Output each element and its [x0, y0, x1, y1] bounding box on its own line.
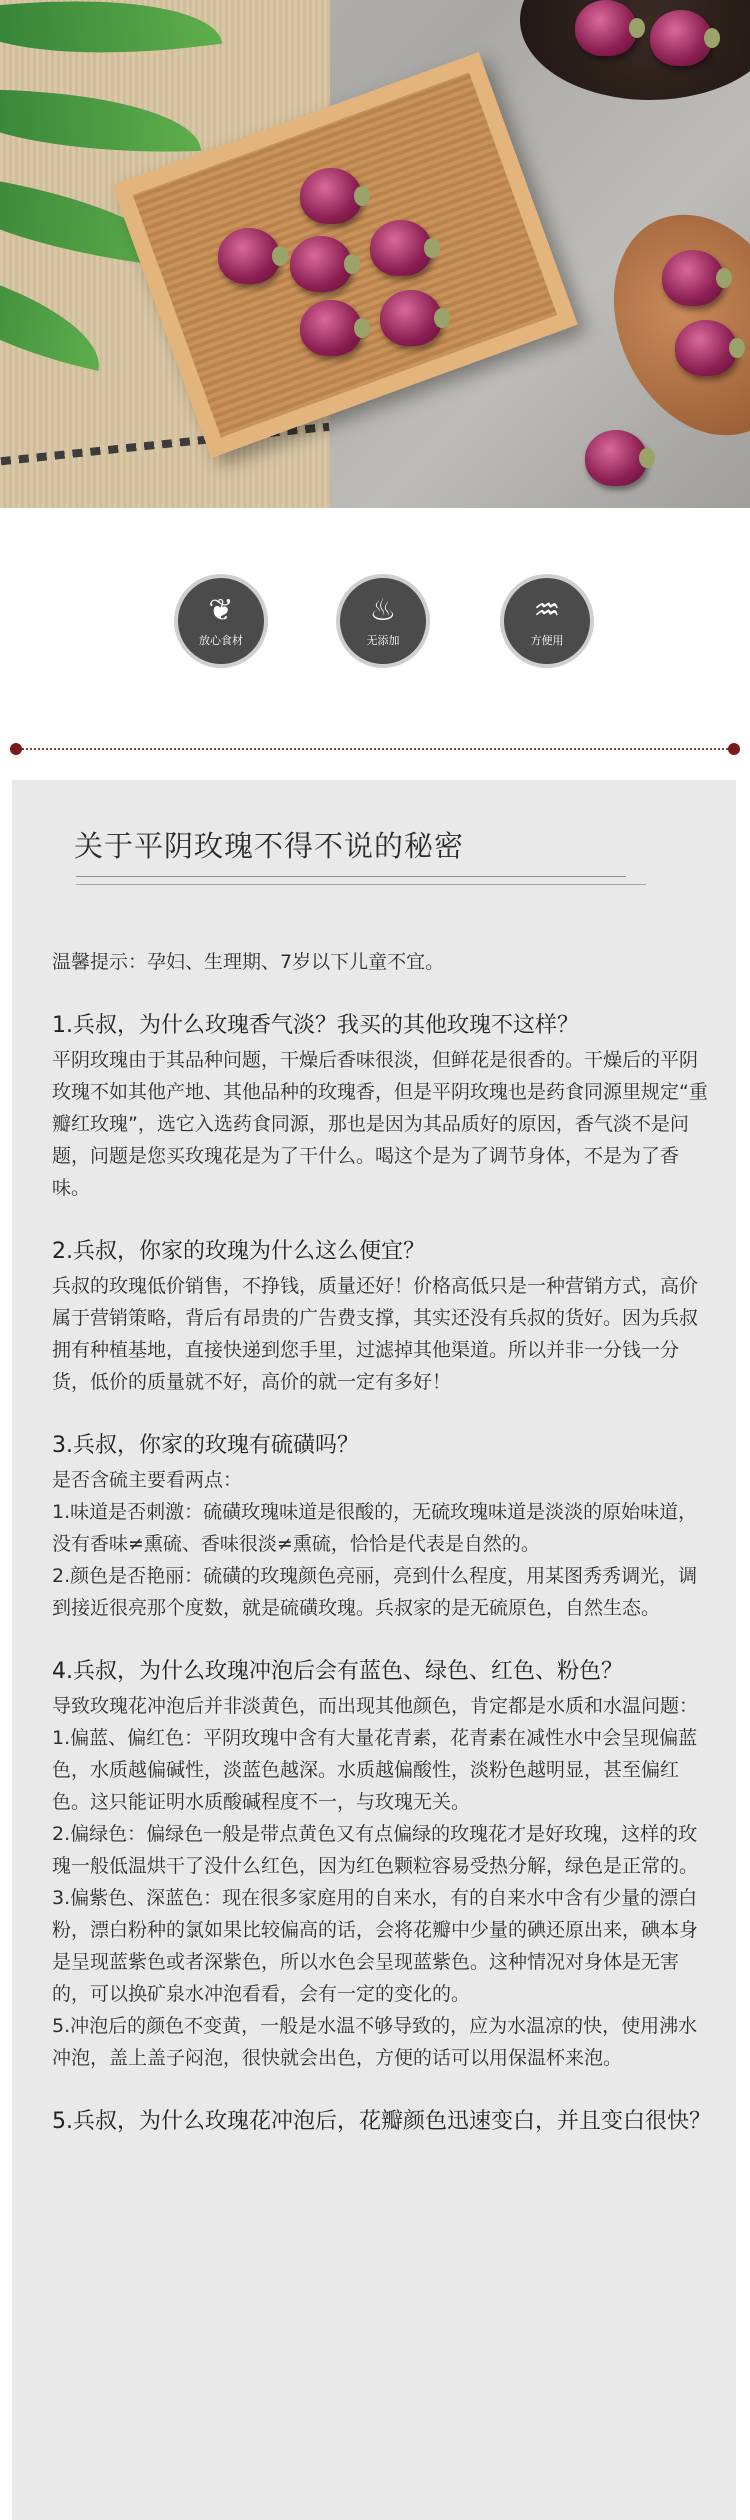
feature-label: 方便用: [530, 634, 564, 647]
question-4: 4.兵叔，为什么玫瑰冲泡后会有蓝色、绿色、红色、粉色？: [52, 1659, 623, 1684]
answer-3-point-2: 2.颜色是否艳丽：硫磺的玫瑰颜色亮丽，亮到什么程度，用某图秀秀调光，调到接近很亮那个度数，就是硫磺玫瑰。兵叔家的是无硫原色，自然生态。: [52, 1565, 698, 1619]
rose-bud: [575, 0, 637, 56]
hero-photo: [0, 0, 750, 508]
rose-bud: [585, 430, 647, 486]
answer-4-point-1: 1.偏蓝、偏红色：平阴玫瑰中含有大量花青素，花青素在减性水中会呈现偏蓝色，水质越偏碱性，淡蓝色越深。水质越偏酸性，淡粉色越明显，甚至偏红色。这只能证明水质酸碱程度不一，与玫瑰无关。: [52, 1727, 698, 1813]
answer-2: 兵叔的玫瑰低价销售，不挣钱，质量还好！价格高低只是一种营销方式，高价属于营销策略，背后有昂贵的广告费支撑，其实还没有兵叔的货好。因为兵叔拥有种植基地，直接快递到您手里，过滤掉其他渠道。所以并非一分钱一分货，低价的质量就不好，高价的就一定有多好！: [52, 1275, 699, 1393]
answer-3-intro: 是否含硫主要看两点：: [52, 1469, 243, 1491]
answer-3-point-1: 1.味道是否刺激：硫磺玫瑰味道是很酸的，无硫玫瑰味道是淡淡的原始味道，没有香味≠熏硫、香味很淡≠熏硫，恰恰是代表是自然的。: [52, 1501, 698, 1555]
feature-convenient: [500, 574, 594, 668]
rose-bud: [370, 220, 432, 276]
question-1: 1.兵叔，为什么玫瑰香气淡？我买的其他玫瑰不这样？: [52, 1013, 579, 1038]
feature-icons: [0, 508, 750, 736]
feature-no-additives: [336, 574, 430, 668]
dotted-divider: [0, 740, 750, 758]
rose-bud: [300, 300, 362, 356]
article-title: 关于平阴玫瑰不得不说的秘密: [74, 829, 465, 863]
pepper-icon: ♨: [369, 593, 397, 628]
feature-label: 无添加: [366, 634, 400, 647]
bowl-icon: ♒: [533, 593, 561, 628]
answer-4-point-3: 3.偏紫色、深蓝色：现在很多家庭用的自来水，有的自来水中含有少量的漂白粉，漂白粉种的氯如果比较偏高的话，会将花瓣中少量的碘还原出来，碘本身是呈现蓝紫色或者深紫色，所以水色会呈现蓝紫色。这种情况对身体是无害的，可以换矿泉水冲泡看看，会有一定的变化的。: [52, 1887, 699, 2005]
rose-bud: [662, 250, 724, 306]
feature-safe-ingredients: [174, 574, 268, 668]
question-2: 2.兵叔，你家的玫瑰为什么这么便宜？: [52, 1239, 425, 1264]
bowl: [520, 0, 750, 100]
rose-bud: [650, 10, 712, 66]
question-3: 3.兵叔，你家的玫瑰有硫磺吗？: [52, 1433, 359, 1458]
question-5: 5.兵叔，为什么玫瑰花冲泡后，花瓣颜色迅速变白，并且变白很快？: [52, 2109, 711, 2134]
divider-dot: [728, 743, 740, 755]
feature-label: 放心食材: [199, 634, 243, 647]
article-panel: [12, 780, 736, 2520]
answer-4-point-2: 2.偏绿色：偏绿色一般是带点黄色又有点偏绿的玫瑰花才是好玫瑰，这样的玫瑰一般低温烘干了没什么红色，因为红色颗粒容易受热分解，绿色是正常的。: [52, 1823, 699, 1877]
answer-1: 平阴玫瑰由于其品种问题，干燥后香味很淡，但鲜花是很香的。干燥后的平阴玫瑰不如其他产地、其他品种的玫瑰香，但是平阴玫瑰也是药食同源里规定“重瓣红玫瑰”，选它入选药食同源，那也是因为其品质好的原因，香气淡不是问题，问题是您买玫瑰花是为了干什么。喝这个是为了调节身体，不是为了香味。: [52, 1049, 708, 1199]
divider-dot: [10, 743, 22, 755]
rose-bud: [675, 320, 737, 376]
title-underline: [76, 884, 646, 885]
rose-bud: [218, 228, 280, 284]
rose-bud: [380, 290, 442, 346]
title-underline: [76, 876, 626, 877]
answer-4-intro: 导致玫瑰花冲泡后并非淡黄色，而出现其他颜色，肯定都是水质和水温问题：: [52, 1695, 699, 1717]
rose-bud: [290, 236, 352, 292]
answer-4-point-5: 5.冲泡后的颜色不变黄，一般是水温不够导致的，应为水温凉的快，使用沸水冲泡，盖上盖子闷泡，很快就会出色，方便的话可以用保温杯来泡。: [52, 2015, 698, 2069]
article-content: [52, 946, 716, 2140]
leaf-icon: ❦: [208, 593, 234, 628]
rose-bud: [300, 168, 362, 224]
tip-text: 温馨提示：孕妇、生理期、7岁以下儿童不宜。: [52, 951, 445, 973]
